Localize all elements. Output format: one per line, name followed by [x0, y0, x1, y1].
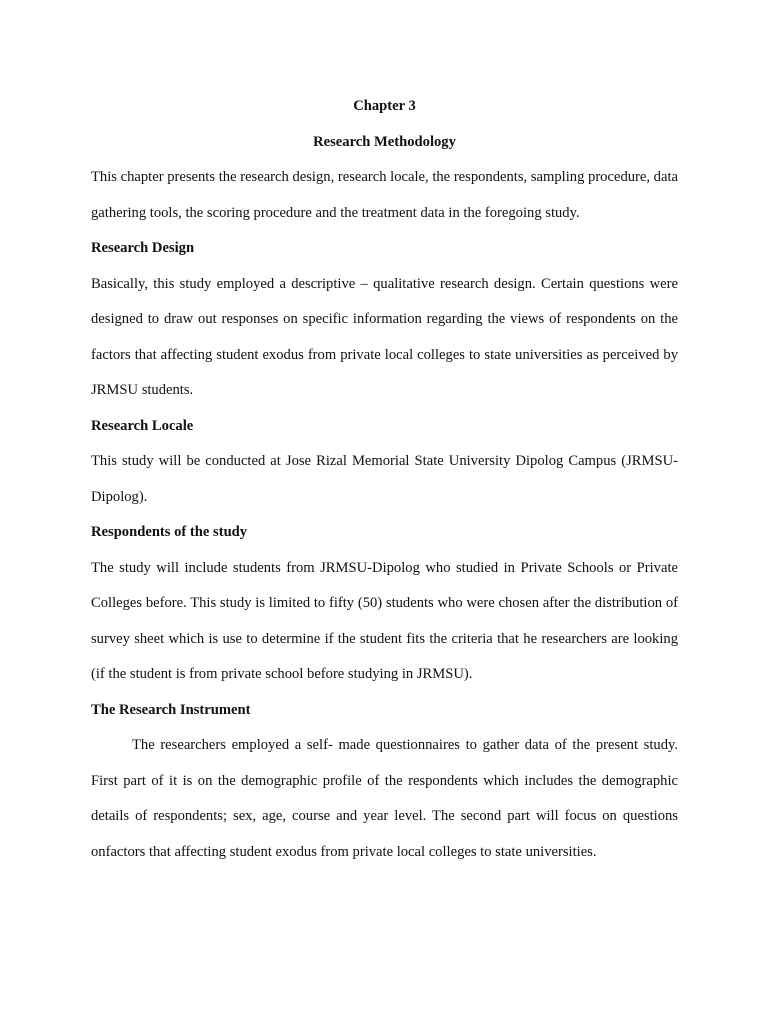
section-body-research-instrument: The researchers employed a self- made questionnaires to gather data of the present study. First part of it is on the demographic profile of the respondents which includes the demographic details of respondents; sex, age, course and year level. The second part will focus on questions onfactors that affecting student exodus from private local colleges to state universities.	[91, 737, 678, 860]
section-heading-research-design: Research Design	[91, 240, 195, 256]
section-heading-research-instrument: The Research Instrument	[91, 701, 251, 718]
document-content	[91, 89, 678, 870]
section-body-research-locale: This study will be conducted at Jose Rizal Memorial State University Dipolog Campus (JRMSU-Dipolog).	[91, 453, 678, 505]
intro-paragraph: This chapter presents the research design, research locale, the respondents, sampling procedure, data gathering tools, the scoring procedure and the treatment data in the foregoing study.	[91, 169, 678, 221]
section-heading-research-locale: Research Locale	[91, 417, 194, 434]
chapter-title: Research Methodology	[313, 133, 456, 150]
chapter-number: Chapter 3	[353, 98, 416, 114]
section-heading-respondents: Respondents of the study	[91, 524, 248, 540]
section-body-respondents: The study will include students from JRMSU-Dipolog who studied in Private Schools or Private Colleges before. This study is limited to fifty (50) students who were chosen after the distribution of survey sheet which is use to determine if the student fits the criteria that he researchers are looking (if the student is from private school before studying in JRMSU).	[91, 559, 678, 682]
section-body-research-design: Basically, this study employed a descriptive – qualitative research design. Certain questions were designed to draw out responses on specific information regarding the views of respondents on the factors that affecting student exodus from private local colleges to state universities as perceived by JRMSU students.	[91, 275, 678, 398]
